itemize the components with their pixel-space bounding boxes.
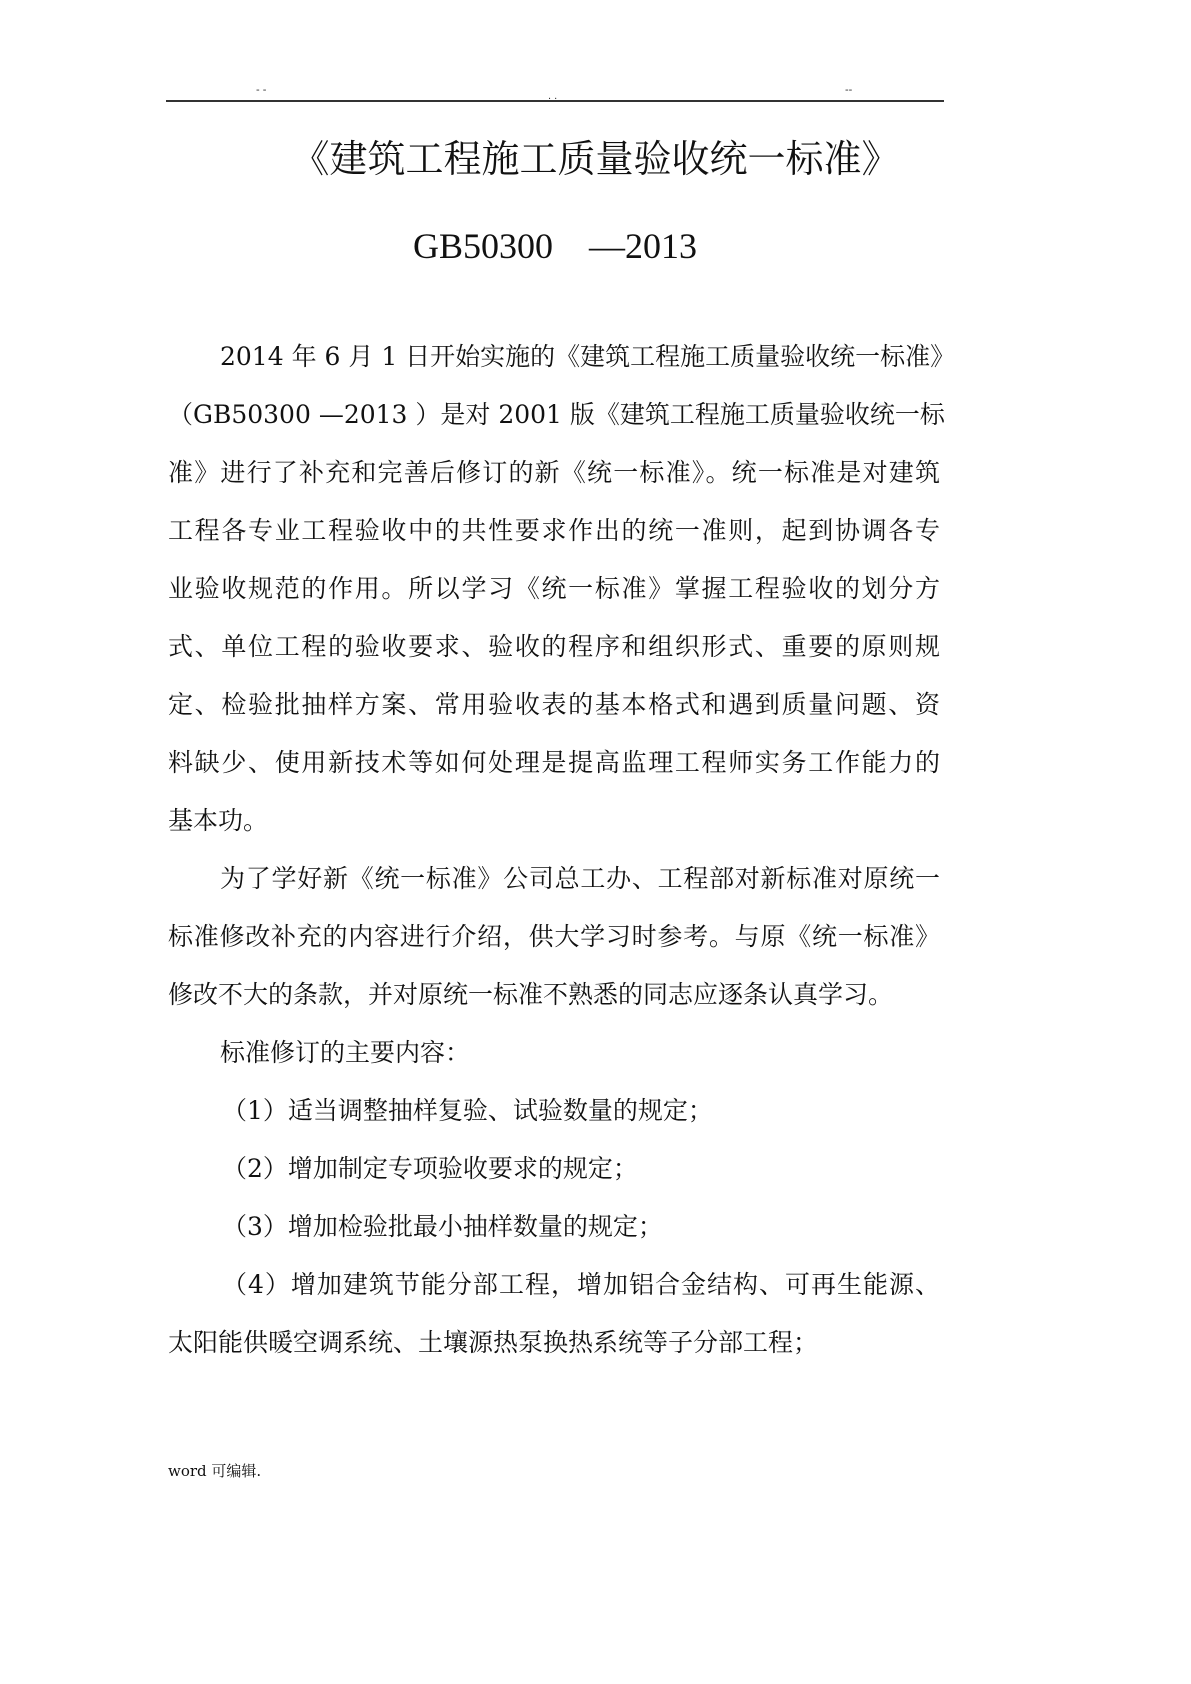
text-line: 式、单位工程的验收要求、验收的程序和组织形式、重要的原则规	[168, 632, 940, 661]
text-line: 修改不大的条款，并对原统一标准不熟悉的同志应逐条认真学习。	[168, 980, 894, 1009]
header-left-mark: - -	[256, 84, 267, 96]
text-line: 2014 年 6 月 1 日开始实施的《建筑工程施工质量验收统一标准》	[220, 342, 956, 371]
text-line: （GB50300 —2013 ）是对 2001 版《建筑工程施工质量验收统一标	[168, 400, 945, 429]
text-line: 标准修改补充的内容进行介绍，供大学习时参考。与原《统一标准》	[168, 922, 940, 951]
text-line: 为了学好新《统一标准》公司总工办、工程部对新标准对原统一	[220, 864, 940, 893]
document-subtitle: GB50300 —2013	[412, 226, 697, 266]
header-rule	[166, 100, 944, 102]
text-line: 标准修订的主要内容：	[220, 1038, 471, 1067]
text-line: （3）增加检验批最小抽样数量的规定；	[222, 1212, 663, 1241]
text-line: 料缺少、使用新技术等如何处理是提高监理工程师实务工作能力的	[168, 748, 940, 777]
text-line: 基本功。	[168, 806, 269, 835]
header-right-mark: --	[845, 84, 853, 96]
text-line: （4）增加建筑节能分部工程，增加铝合金结构、可再生能源、	[222, 1270, 940, 1299]
text-line: 准》进行了补充和完善后修订的新《统一标准》。统一标准是对建筑	[168, 458, 940, 487]
text-line: 太阳能供暖空调系统、土壤源热泵换热系统等子分部工程；	[168, 1328, 819, 1357]
text-line: （2）增加制定专项验收要求的规定；	[222, 1154, 638, 1183]
text-line: 业验收规范的作用。所以学习《统一标准》掌握工程验收的划分方	[168, 574, 940, 603]
text-line: 定、检验批抽样方案、常用验收表的基本格式和遇到质量问题、资	[168, 690, 940, 719]
footer-note: word 可编辑.	[168, 1462, 262, 1480]
text-line: （1）适当调整抽样复验、试验数量的规定；	[222, 1096, 713, 1125]
document-title: 《建筑工程施工质量验收统一标准》	[291, 137, 900, 181]
header-center-mark: . .	[548, 90, 558, 102]
text-line: 工程各专业工程验收中的共性要求作出的统一准则，起到协调各专	[168, 516, 940, 545]
